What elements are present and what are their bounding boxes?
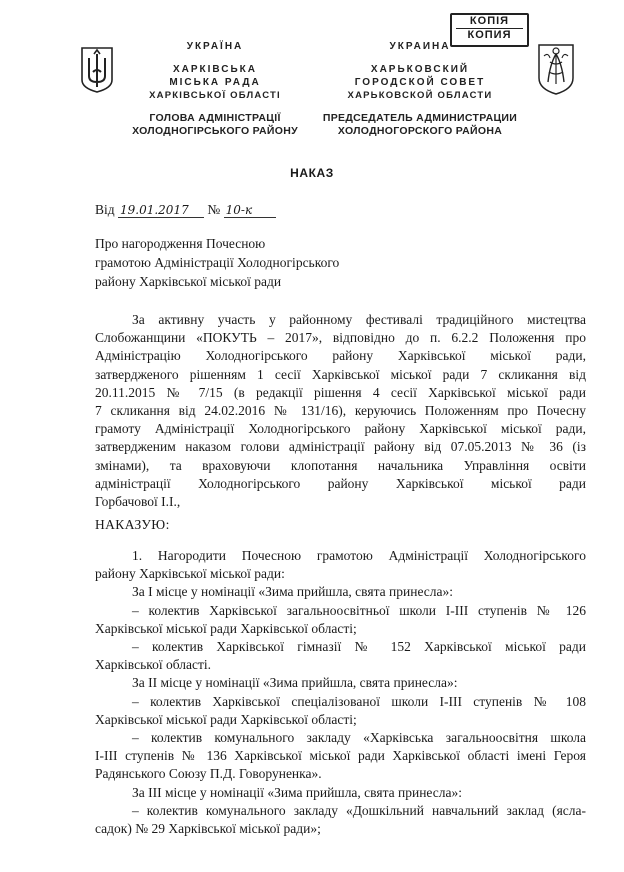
city-coat-of-arms-icon — [536, 42, 576, 96]
paragraph-line: Слобожанщини «ПОКУТЬ – 2017», відповідно до п. 6.2.2 Положення про — [95, 330, 586, 346]
number-label: № — [207, 202, 221, 217]
paragraph-line: Адміністрацію Холодногірського району Харківської міської ради, — [95, 348, 586, 364]
list-line: Харківської області. — [95, 657, 212, 673]
list-line: – колектив комунального закладу «Харківська загальноосвітня школа — [132, 730, 586, 746]
document-title: НАКАЗ — [290, 166, 334, 180]
subject-line: Про нагородження Почесною — [95, 236, 266, 251]
list-line: – колектив Харківської спеціалізованої школи І-ІІІ ступенів № 108 — [132, 693, 586, 709]
paragraph-line: За активну участь у районному фестивалі традиційного мистецтва — [132, 312, 586, 327]
council-line-1: ХАРЬКОВСКИЙ — [370, 64, 470, 75]
paragraph-line: Горбачової І.І., — [95, 494, 181, 510]
subject-block — [95, 234, 339, 291]
paragraph-line: 7 скликання від 24.02.2016 № 131/16), керуючись Положенням про Почесну — [95, 403, 586, 419]
council-line-3: ХАРКІВСЬКОЇ ОБЛАСТІ — [149, 90, 281, 101]
paragraph-line: змінами), та враховуючи клопотання начальника Управління освіти — [95, 457, 586, 473]
document-number: 10-к — [224, 203, 276, 218]
paragraph-line: адміністрації Холодногірського району Харківської міської ради — [95, 475, 586, 491]
order-word: НАКАЗУЮ: — [95, 517, 170, 532]
list-line: Радянського Союзу П.Д. Говоруненка». — [95, 766, 322, 782]
list-line: Харківської міської ради Харківської області; — [95, 620, 357, 636]
decision-list — [95, 547, 586, 838]
country-name: УКРАЇНА — [186, 41, 244, 52]
council-line-2: МІСЬКА РАДА — [169, 77, 261, 88]
stamp-line-ua: КОПІЯ — [469, 15, 510, 27]
trident-emblem-icon — [80, 46, 114, 94]
subject-line: району Харківської міської ради — [95, 274, 282, 289]
paragraph-line: 20.11.2015 № 7/15 (в редакції рішення 4 сесії Харківської міської ради — [95, 384, 586, 400]
paragraph-line: затвердженим наказом голови адміністрації району від 07.05.2013 № 36 (із — [95, 439, 586, 455]
list-line: За І місце у номінації «Зима прийшла, свята принесла»: — [132, 584, 453, 600]
date-number-line — [95, 202, 276, 218]
list-line: – колектив Харківської загальноосвітньої школи І-ІІІ ступенів № 126 — [132, 602, 586, 618]
position-title-2: ХОЛОДНОГОРСКОГО РАЙОНА — [337, 125, 503, 137]
list-line: – колектив Харківської гімназії № 152 Харківської міської ради — [132, 639, 586, 655]
list-line: садок) № 29 Харківської міської ради»; — [95, 821, 321, 837]
preamble-paragraph — [95, 311, 586, 511]
document-date: 19.01.2017 — [118, 203, 204, 218]
list-line: району Харківської міської ради: — [95, 566, 285, 582]
list-line: За ІІ місце у номінації «Зима прийшла, свята принесла»: — [132, 675, 458, 691]
position-title-2: ХОЛОДНОГІРСЬКОГО РАЙОНУ — [132, 125, 298, 137]
list-line: За ІІІ місце у номінації «Зима прийшла, свята принесла»: — [132, 784, 462, 800]
paragraph-line: грамоту Адміністрації Холодногірського району Харківської міської ради, — [95, 421, 586, 437]
council-line-1: ХАРКІВСЬКА — [172, 64, 258, 75]
list-line: Харківської міської ради Харківської області; — [95, 711, 357, 727]
list-line: 1. Нагородити Почесною грамотою Адміністрації Холодногірського — [132, 548, 586, 563]
header-russian — [318, 40, 522, 138]
header-ukrainian — [120, 40, 310, 138]
date-label: Від — [95, 202, 115, 217]
paragraph-line: затвердженого рішенням 1 сесії Харківської міської ради 7 скликання від — [95, 366, 586, 382]
stamp-line-ru: КОПИЯ — [456, 28, 523, 42]
position-title-1: ПРЕДСЕДАТЕЛЬ АДМИНИСТРАЦИИ — [322, 112, 518, 124]
list-line: – колектив комунального закладу «Дошкільний навчальний заклад (ясла- — [132, 802, 586, 818]
council-line-3: ХАРЬКОВСКОЙ ОБЛАСТИ — [347, 90, 493, 101]
subject-line: грамотою Адміністрації Холодногірського — [95, 255, 340, 270]
position-title-1: ГОЛОВА АДМІНІСТРАЦІЇ — [149, 112, 281, 124]
country-name: УКРАИНА — [389, 41, 451, 52]
list-line: І-ІІІ ступенів № 136 Харківської міської ради Харківської області імені Героя — [95, 748, 586, 764]
council-line-2: ГОРОДСКОЙ СОВЕТ — [354, 77, 486, 88]
